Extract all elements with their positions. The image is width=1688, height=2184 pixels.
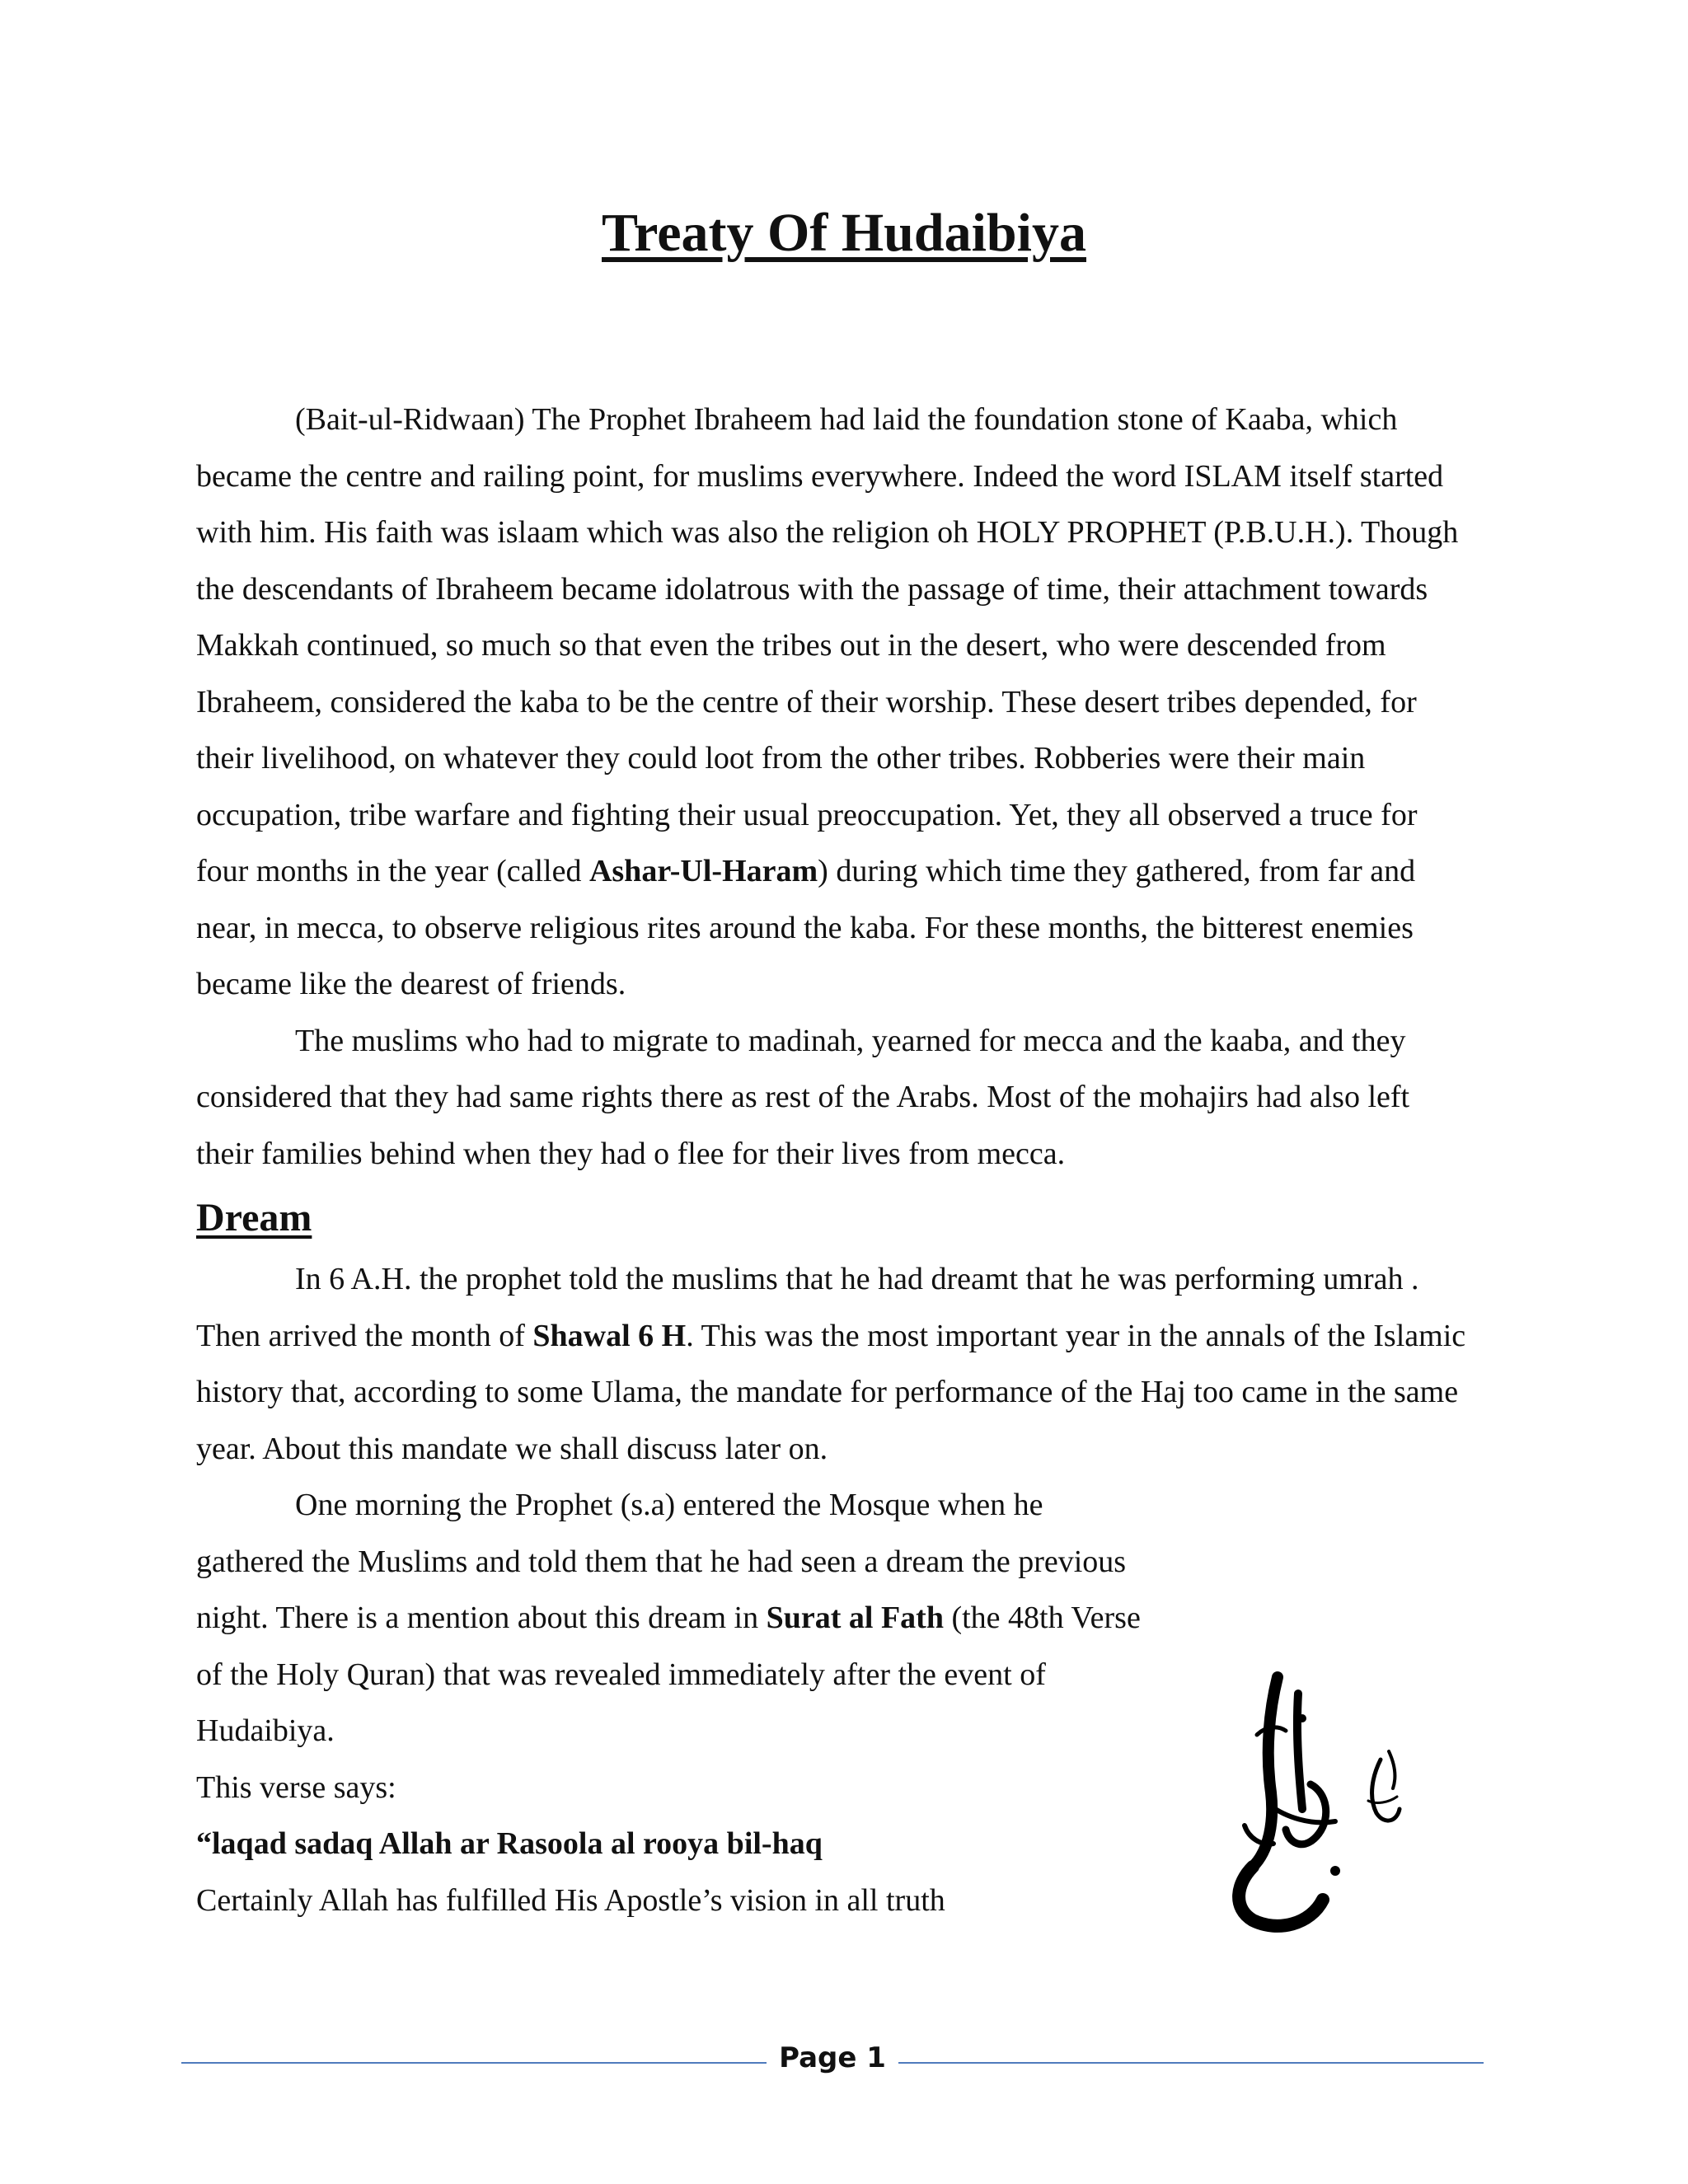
paragraph-morning-end: (the 48th Verse of the Holy Quran) that was revealed immediately after the event of Hudaibiya. xyxy=(196,1601,1141,1748)
section-heading-dream: Dream xyxy=(196,1196,312,1240)
footer-rule-left xyxy=(181,2062,767,2064)
verse-intro: This verse says: xyxy=(196,1769,396,1805)
paragraph-morning xyxy=(196,1477,1144,1760)
paragraph-morning-text: One morning the Prophet (s.a) entered the Mosque when he gathered the Muslims and told them that he had seen a dream the previous night. There is a mention about this dream in xyxy=(196,1488,1127,1635)
verse-translation: Certainly Allah has fulfilled His Apostle’s vision in all truth xyxy=(196,1882,945,1918)
footer-rule-right xyxy=(898,2062,1484,2064)
paragraph-dream-text: In 6 A.H. the prophet told the muslims that he had dreamt that he was performing umrah . Then arrived the month of xyxy=(196,1262,1419,1353)
paragraph-dream-end: . This was the most important year in the annals of the Islamic history that, according to some Ulama, the mandate for performance of the Haj too came in the same year. About this mandate we shall discuss later on. xyxy=(196,1318,1466,1466)
paragraph-intro-text: (Bait-ul-Ridwaan) The Prophet Ibraheem had laid the foundation stone of Kaaba, which became the centre and railing point, for muslims everywhere. Indeed the word ISLAM itself started with him. His faith was islaam which was also the religion oh HOLY PROPHET (P.B.U.H.). Though the descendants of Ibraheem became idolatrous with the passage of time, their attachment towards Makkah continued, so much so that even the tribes out in the desert, who were descended from Ibraheem, considered the kaba to be the centre of their worship. These desert tribes depended, for their livelihood, on whatever they could loot from the other tribes. Robberies were their main occupation, tribe warfare and fighting their usual preoccupation. Yet, they all observed a truce for four months in the year (called xyxy=(196,402,1459,888)
arabic-calligraphy-logo-icon xyxy=(1220,1661,1426,1933)
page-title: Treaty Of Hudaibiya xyxy=(602,203,1086,263)
term-surat-al-fath: Surat al Fath xyxy=(766,1601,944,1635)
paragraph-dream xyxy=(196,1251,1474,1477)
paragraph-muslims-migration: The muslims who had to migrate to madinah, yearned for mecca and the kaaba, and they considered that they had same rights there as rest of the Arabs. Most of the mohajirs had also left their families behind when they had o flee for their lives from mecca. xyxy=(196,1023,1410,1171)
paragraph-intro-end: ) during which time they gathered, from far and near, in mecca, to observe religious rites around the kaba. For these months, the bitterest enemies became like the dearest of friends. xyxy=(196,854,1416,1001)
page-number: Page 1 xyxy=(779,2041,886,2074)
term-shawal: Shawal 6 H xyxy=(532,1318,687,1353)
paragraph-intro xyxy=(196,391,1474,1013)
verse-transliteration: “laqad sadaq Allah ar Rasoola al rooya bil-haq xyxy=(196,1826,823,1861)
term-ashar-ul-haram: Ashar-Ul-Haram xyxy=(588,854,818,888)
